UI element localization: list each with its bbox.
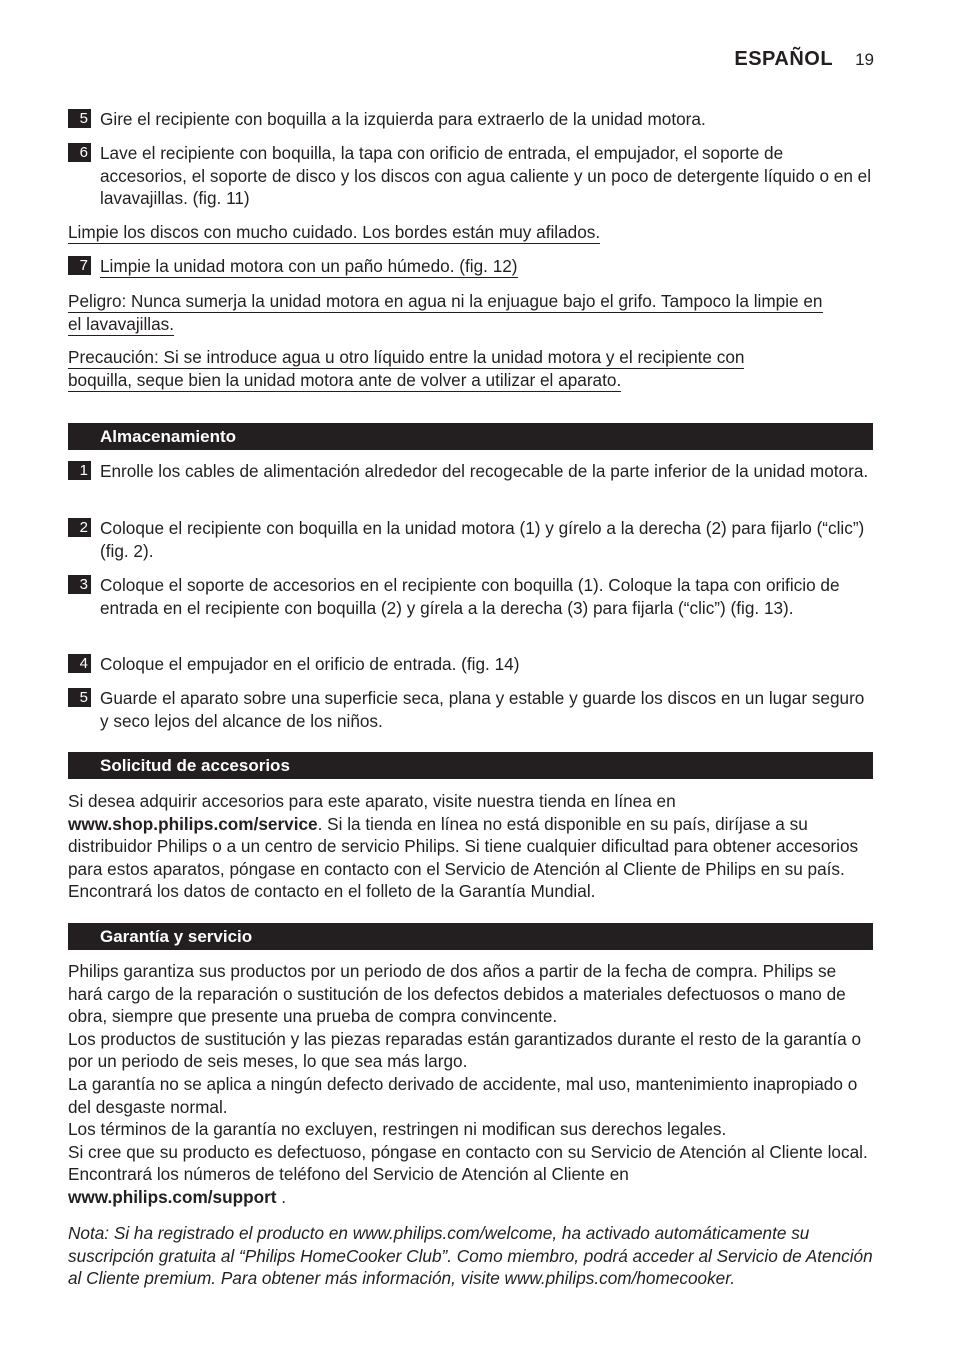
step-number: 4 <box>68 654 91 673</box>
accessories-paragraph: Si desea adquirir accesorios para este aparato, visite nuestra tienda en línea en www.shop.philips.com/service. Si la tienda en línea no está disponible en su país, diríjase a su distribuidor Philips o a un centro de servicio Philips. Si tiene cualquier dificultad para obtener accesorios para estos aparatos, póngase en contacto con el Servicio de Atención al Cliente de Philips en su país. Encontrará los datos de contacto en el folleto de la Garantía Mundial. <box>68 791 859 902</box>
step-text: Guarde el aparato sobre una superficie seca, plana y estable y guarde los discos en un lugar seguro y seco lejos del alcance de los niños. <box>100 688 865 731</box>
step-text: Lave el recipiente con boquilla, la tapa con orificio de entrada, el empujador, el soporte de accesorios, el soporte de disco y los discos con agua caliente y un poco de detergente líquido o en el lavavajillas. (fig. 11) <box>100 143 872 209</box>
step-number: 7 <box>68 256 91 275</box>
step-number: 5 <box>68 109 91 128</box>
step-number: 2 <box>68 518 91 537</box>
support-link[interactable]: www.philips.com/support <box>68 1186 277 1207</box>
step-text: Coloque el soporte de accesorios en el recipiente con boquilla (1). Coloque la tapa con orificio de entrada en el recipiente con boquilla (2) y gírela a la derecha (3) para fijarla (“clic”) (fig. 13). <box>100 575 840 618</box>
registration-note: Nota: Si ha registrado el producto en www.philips.com/welcome, ha activado automáticamente su suscripción gratuita al “Philips HomeCooker Club”. Como miembro, podrá acceder al Servicio de Atención al Cliente premium. Para obtener más información, visite www.philips.com/homecooker. <box>68 1223 873 1289</box>
step-number: 5 <box>68 688 91 707</box>
step-number: 3 <box>68 575 91 594</box>
warranty-support-line: www.philips.com/support . <box>68 1186 287 1207</box>
page-number: 19 <box>855 50 874 69</box>
page-header <box>734 48 874 71</box>
step-text: Limpie la unidad motora con un paño húmedo. (fig. 12) <box>100 256 518 276</box>
step-text: Gire el recipiente con boquilla a la izquierda para extraerlo de la unidad motora. <box>100 109 706 129</box>
step-text: Enrolle los cables de alimentación alrededor del recogecable de la parte inferior de la unidad motora. <box>100 461 869 481</box>
list-item <box>68 142 873 210</box>
list-item <box>68 108 873 131</box>
warranty-p4: Los términos de la garantía no excluyen, restringen ni modifican sus derechos legales. <box>68 1119 727 1140</box>
danger-warning: Peligro: Nunca sumerja la unidad motora en agua ni la enjuague bajo el grifo. Tampoco la limpie en el lavavajillas. <box>68 291 823 334</box>
warranty-p5: Si cree que su producto es defectuoso, póngase en contacto con su Servicio de Atención al Cliente local. Encontrará los números de teléfono del Servicio de Atención al Cliente en <box>68 1141 868 1185</box>
step-text: Coloque el empujador en el orificio de entrada. (fig. 14) <box>100 654 520 674</box>
caution-warning: Precaución: Si se introduce agua u otro líquido entre la unidad motora y el recipiente con boquilla, seque bien la unidad motora ante de volver a utilizar el aparato. <box>68 347 745 390</box>
list-item <box>68 653 873 676</box>
warranty-p3: La garantía no se aplica a ningún defecto derivado de accidente, mal uso, mantenimiento inapropiado o del desgaste normal. <box>68 1073 858 1117</box>
section-heading-storage: Almacenamiento <box>68 423 873 450</box>
list-item <box>68 687 873 732</box>
warranty-p1: Philips garantiza sus productos por un periodo de dos años a partir de la fecha de compra. Philips se hará cargo de la reparación o sustitución de los defectos debidos a materiales defectuosos o mano de obra, siempre que presente una prueba de compra convincente. <box>68 961 846 1027</box>
list-item <box>68 460 873 483</box>
step-text: Coloque el recipiente con boquilla en la unidad motora (1) y gírelo a la derecha (2) para fijarlo (“clic”) (fig. 2). <box>100 518 865 561</box>
step-number: 1 <box>68 461 91 480</box>
list-item <box>68 255 873 278</box>
warranty-p2: Los productos de sustitución y las piezas reparadas están garantizados durante el resto de la garantía o por un periodo de seis meses, lo que sea más largo. <box>68 1028 862 1072</box>
section-heading-warranty: Garantía y servicio <box>68 923 873 950</box>
section-heading-accessories: Solicitud de accesorios <box>68 752 873 779</box>
shop-link[interactable]: www.shop.philips.com/service <box>68 813 318 834</box>
step-number: 6 <box>68 143 91 162</box>
language-label: ESPAÑOL <box>734 48 834 70</box>
list-item <box>68 574 873 619</box>
warranty-paragraphs <box>68 960 873 1209</box>
list-item <box>68 517 873 562</box>
discs-warning: Limpie los discos con mucho cuidado. Los bordes están muy afilados. <box>68 222 601 242</box>
